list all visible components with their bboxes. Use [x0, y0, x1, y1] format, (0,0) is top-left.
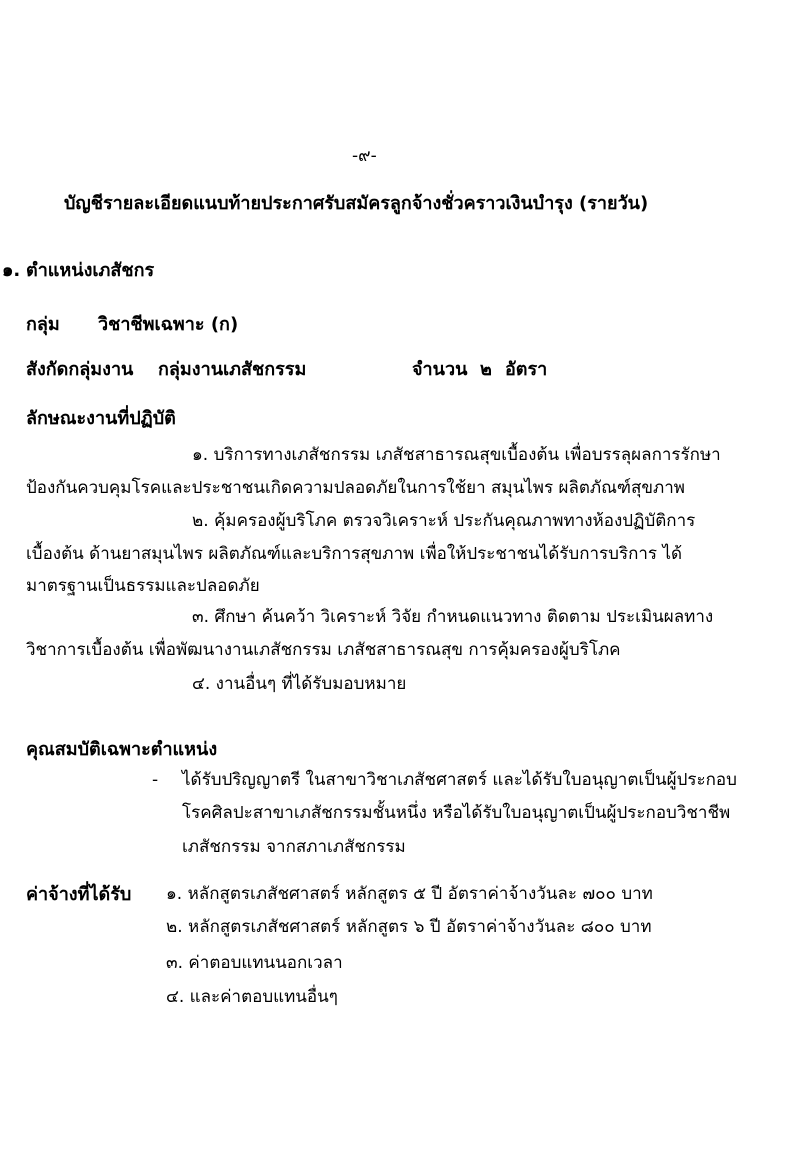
document-title: บัญชีรายละเอียดแนบท้ายประกาศรับสมัครลูกจ้างชั่วคราวเงินบำรุง (รายวัน) [64, 193, 649, 214]
count-value: ๒ [480, 359, 492, 380]
page-number: -๙- [352, 146, 377, 166]
group-label: กลุ่ม [26, 314, 60, 335]
affiliation-label: สังกัดกลุ่มงาน [26, 359, 134, 380]
wages-heading: ค่าจ้างที่ได้รับ [26, 884, 132, 905]
duty-2-line-2: เบื้องต้น ด้านยาสมุนไพร ผลิตภัณฑ์และบริการสุขภาพ เพื่อให้ประชาชนได้รับการบริการ ได้ [26, 544, 683, 564]
duty-4-line-1: ๔. งานอื่นๆ ที่ได้รับมอบหมาย [192, 674, 407, 694]
count-label: จำนวน [412, 359, 468, 380]
qualification-bullet: - [152, 770, 159, 790]
qualifications-heading: คุณสมบัติเฉพาะตำแหน่ง [26, 739, 218, 760]
duties-heading: ลักษณะงานที่ปฏิบัติ [26, 408, 176, 429]
wage-item-1: ๑. หลักสูตรเภสัชศาสตร์ หลักสูตร ๕ ปี อัตราค่าจ้างวันละ ๗๐๐ บาท [166, 884, 653, 904]
qualification-line-1: ได้รับปริญญาตรี ในสาขาวิชาเภสัชศาสตร์ และได้รับใบอนุญาตเป็นผู้ประกอบ [182, 770, 737, 790]
wage-item-4: ๔. และค่าตอบแทนอื่นๆ [166, 987, 338, 1007]
wage-item-2: ๒. หลักสูตรเภสัชศาสตร์ หลักสูตร ๖ ปี อัตราค่าจ้างวันละ ๘๐๐ บาท [166, 917, 652, 937]
qualification-line-2: โรคศิลปะสาขาเภสัชกรรมชั้นหนึ่ง หรือได้รับใบอนุญาตเป็นผู้ประกอบวิชาชีพ [182, 803, 731, 823]
duty-3-line-1: ๓. ศึกษา ค้นคว้า วิเคราะห์ วิจัย กำหนดแนวทาง ติดตาม ประเมินผลทาง [192, 607, 714, 627]
affiliation-value: กลุ่มงานเภสัชกรรม [158, 359, 307, 380]
position-title: ตำแหน่งเภสัชกร [26, 260, 155, 281]
duty-3-line-2: วิชาการเบื้องต้น เพื่อพัฒนางานเภสัชกรรม เภสัชสาธารณสุข การคุ้มครองผู้บริโภค [26, 640, 621, 660]
duty-2-line-1: ๒. คุ้มครองผู้บริโภค ตรวจวิเคราะห์ ประกันคุณภาพทางห้องปฏิบัติการ [192, 511, 696, 531]
position-number: ๑. [2, 260, 21, 281]
group-value: วิชาชีพเฉพาะ (ก) [98, 314, 239, 335]
wage-item-3: ๓. ค่าตอบแทนนอกเวลา [166, 953, 343, 973]
count-unit: อัตรา [505, 359, 548, 380]
duty-1-line-2: ป้องกันควบคุมโรคและประชาชนเกิดความปลอดภัยในการใช้ยา สมุนไพร ผลิตภัณฑ์สุขภาพ [26, 478, 685, 498]
duty-1-line-1: ๑. บริการทางเภสัชกรรม เภสัชสาธารณสุขเบื้องต้น เพื่อบรรลุผลการรักษา [192, 445, 721, 465]
duty-2-line-3: มาตรฐานเป็นธรรมและปลอดภัย [26, 576, 260, 596]
qualification-line-3: เภสัชกรรม จากสภาเภสัชกรรม [182, 837, 406, 857]
